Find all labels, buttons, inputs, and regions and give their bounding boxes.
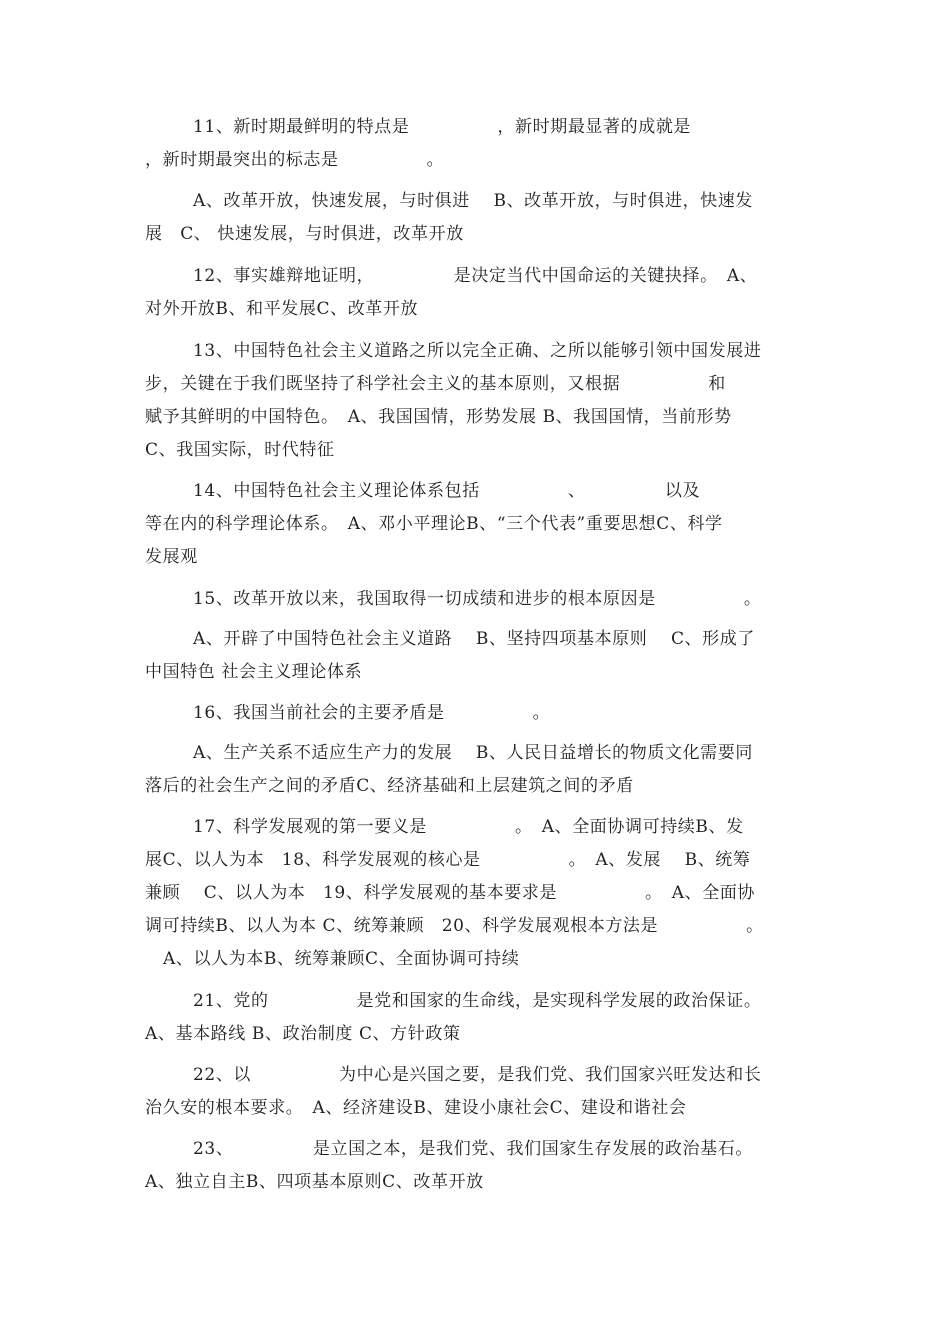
text-line: ，新时期最突出的标志是 。 bbox=[145, 150, 445, 170]
text-line: 赋予其鲜明的中国特色。 A、我国国情，形势发展 B、我国国情，当前形势 bbox=[145, 407, 732, 427]
text-line: 12、事实雄辩地证明， 是决定当代中国命运的关键抉择。 A、 bbox=[193, 266, 758, 286]
text-line: 11、新时期最鲜明的特点是 ，新时期最显著的成就是 bbox=[193, 117, 692, 137]
text-line: 中国特色 社会主义理论体系 bbox=[145, 662, 363, 682]
text-line: 兼顾 C、以人为本 19、科学发展观的基本要求是 。 A、全面协 bbox=[145, 883, 756, 903]
text-line: 16、我国当前社会的主要矛盾是 。 bbox=[193, 703, 551, 723]
text-line: C、我国实际，时代特征 bbox=[145, 440, 335, 460]
text-line: 15、改革开放以来，我国取得一切成绩和进步的根本原因是 。 bbox=[193, 589, 762, 609]
text-line: 等在内的科学理论体系。 A、邓小平理论B、“三个代表”重要思想C、科学 bbox=[145, 514, 723, 534]
text-line: A、生产关系不适应生产力的发展 B、人民日益增长的物质文化需要同 bbox=[193, 743, 753, 763]
text-line: A、基本路线 B、政治制度 C、方针政策 bbox=[145, 1024, 461, 1044]
text-line: 13、中国特色社会主义道路之所以完全正确、之所以能够引领中国发展进 bbox=[193, 341, 762, 361]
text-line: 21、党的 是党和国家的生命线，是实现科学发展的政治保证。 bbox=[193, 991, 762, 1011]
text-line: 对外开放B、和平发展C、改革开放 bbox=[145, 299, 419, 319]
text-line: 17、科学发展观的第一要义是 。 A、全面协调可持续B、发 bbox=[193, 817, 744, 837]
text-line: 发展观 bbox=[145, 547, 198, 567]
text-line: 23、 是立国之本，是我们党、我们国家生存发展的政治基石。 bbox=[193, 1139, 753, 1159]
text-line: 展C、以人为本 18、科学发展观的核心是 。 A、发展 B、统筹 bbox=[145, 850, 751, 870]
text-line: 治久安的根本要求。 A、经济建设B、建设小康社会C、建设和谐社会 bbox=[145, 1098, 687, 1118]
text-line: 展 C、 快速发展，与时俱进，改革开放 bbox=[145, 224, 464, 244]
text-line: A、改革开放，快速发展，与时俱进 B、改革开放，与时俱进，快速发 bbox=[193, 191, 753, 211]
text-line: 步，关键在于我们既坚持了科学社会主义的基本原则，又根据 和 bbox=[145, 374, 726, 394]
text-line: A、以人为本B、统筹兼顾C、全面协调可持续 bbox=[163, 949, 520, 969]
text-line: A、开辟了中国特色社会主义道路 B、坚持四项基本原则 C、形成了 bbox=[193, 629, 755, 649]
text-line: 14、中国特色社会主义理论体系包括 、 以及 bbox=[193, 481, 701, 501]
text-line: 落后的社会生产之间的矛盾C、经济基础和上层建筑之间的矛盾 bbox=[145, 776, 634, 796]
text-line: 22、以 为中心是兴国之要，是我们党、我们国家兴旺发达和长 bbox=[193, 1065, 762, 1085]
text-line: 调可持续B、以人为本 C、统筹兼顾 20、科学发展观根本方法是 。 bbox=[145, 916, 764, 936]
text-line: A、独立自主B、四项基本原则C、改革开放 bbox=[145, 1172, 484, 1192]
